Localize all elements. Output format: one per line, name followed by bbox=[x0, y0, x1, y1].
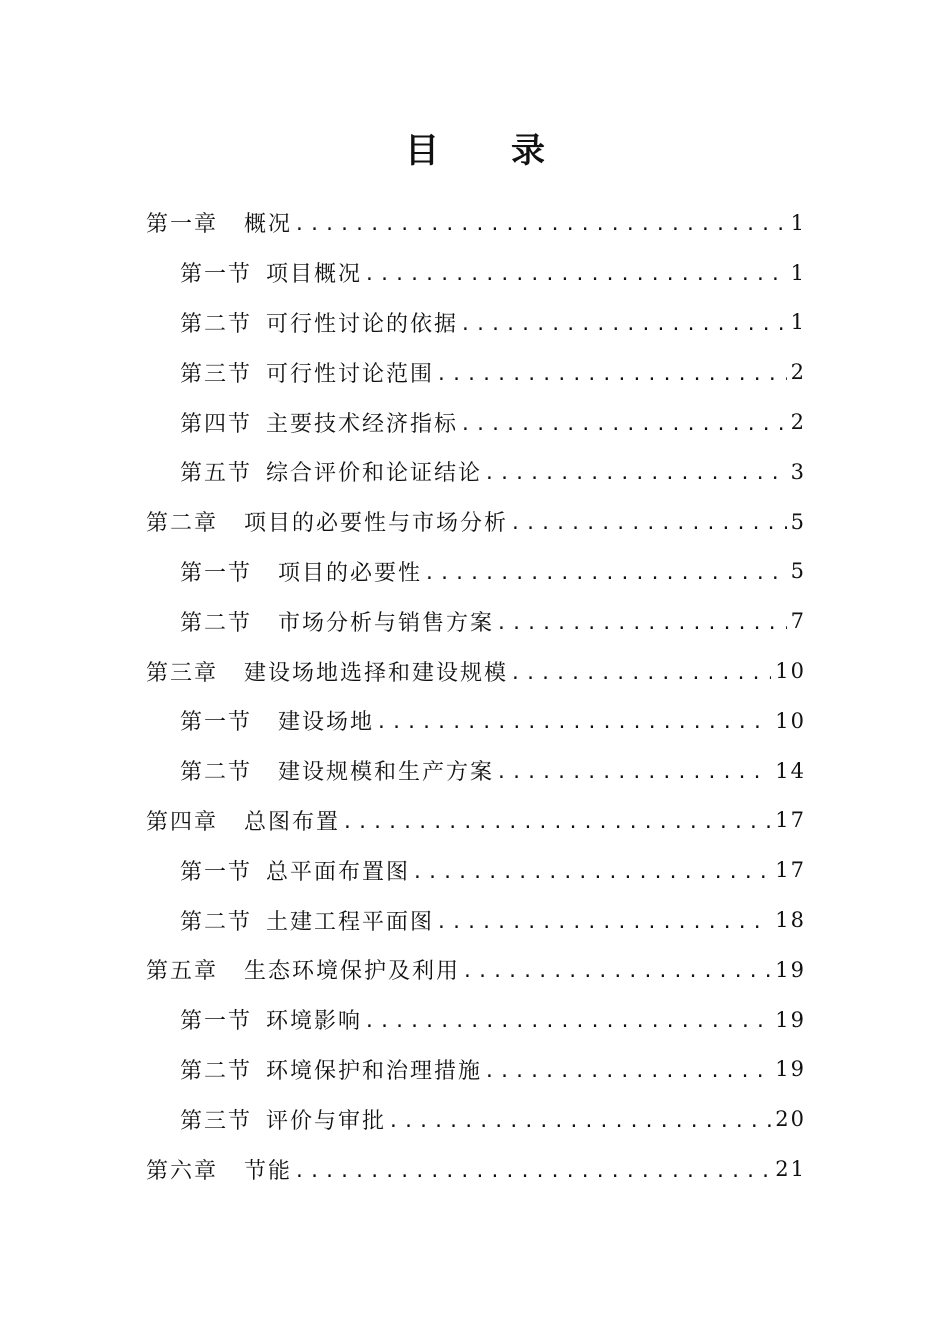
toc-title: 项目的必要性与市场分析 bbox=[244, 511, 509, 537]
toc-title: 总图布置 bbox=[244, 809, 341, 835]
toc-page-number: 10 bbox=[775, 708, 806, 733]
toc-title: 建设场地选择和建设规模 bbox=[244, 660, 509, 686]
toc-section[interactable] bbox=[146, 845, 806, 895]
toc-number: 第二节 bbox=[180, 909, 253, 935]
toc-page-number: 7 bbox=[790, 609, 806, 634]
toc-label bbox=[146, 207, 292, 238]
toc-title: 总平面布置图 bbox=[266, 859, 411, 885]
toc-section[interactable] bbox=[146, 696, 806, 746]
toc-number: 第三节 bbox=[180, 361, 253, 387]
toc-section[interactable] bbox=[146, 298, 806, 348]
toc-leader-dots bbox=[496, 762, 771, 783]
toc-label bbox=[180, 705, 374, 736]
toc-leader-dots bbox=[510, 663, 771, 684]
toc-leader-dots bbox=[460, 314, 787, 335]
toc-leader-dots bbox=[364, 1011, 771, 1032]
toc-title: 可行性讨论的依据 bbox=[266, 311, 459, 337]
toc-label bbox=[180, 556, 422, 587]
toc-title: 建设规模和生产方案 bbox=[278, 760, 495, 786]
toc-chapter-3[interactable] bbox=[146, 646, 806, 696]
toc-page-number: 10 bbox=[775, 659, 806, 684]
toc-label bbox=[146, 656, 508, 687]
toc-title: 建设场地 bbox=[278, 710, 375, 736]
toc-leader-dots bbox=[424, 563, 787, 584]
toc-leader-dots bbox=[484, 1061, 771, 1082]
toc-number: 第二节 bbox=[180, 311, 253, 337]
toc-label bbox=[180, 1054, 482, 1085]
toc-number: 第一节 bbox=[180, 1009, 253, 1035]
toc-number: 第一节 bbox=[180, 262, 253, 288]
toc-number: 第一节 bbox=[180, 710, 253, 736]
toc-label bbox=[146, 805, 340, 836]
toc-page-number: 1 bbox=[790, 310, 806, 335]
toc-section[interactable] bbox=[146, 895, 806, 945]
toc-page-number: 19 bbox=[775, 1057, 806, 1082]
toc-label bbox=[180, 456, 482, 487]
toc-section[interactable] bbox=[146, 1045, 806, 1095]
toc-page-number: 1 bbox=[790, 210, 806, 235]
toc-leader-dots bbox=[364, 264, 787, 285]
toc-title: 环境保护和治理措施 bbox=[266, 1058, 483, 1084]
toc-leader-dots bbox=[294, 214, 787, 235]
toc-label bbox=[180, 1104, 386, 1135]
toc-chapter-2[interactable] bbox=[146, 497, 806, 547]
toc-number: 第二节 bbox=[180, 760, 253, 786]
toc-chapter-5[interactable] bbox=[146, 945, 806, 995]
toc-page-number: 14 bbox=[775, 758, 806, 783]
toc-leader-dots bbox=[436, 912, 771, 933]
toc-page-number: 2 bbox=[790, 410, 806, 435]
toc-page-number: 2 bbox=[790, 360, 806, 385]
toc-label bbox=[180, 307, 458, 338]
page-title bbox=[0, 126, 950, 176]
toc-title: 评价与审批 bbox=[266, 1108, 387, 1134]
toc-leader-dots bbox=[376, 712, 771, 733]
toc-label bbox=[180, 407, 458, 438]
toc-number: 第二节 bbox=[180, 610, 253, 636]
toc-page-number: 18 bbox=[775, 908, 806, 933]
toc-title: 环境影响 bbox=[266, 1009, 363, 1035]
toc-leader-dots bbox=[462, 961, 771, 982]
toc-number: 第三节 bbox=[180, 1108, 253, 1134]
toc-number: 第三章 bbox=[146, 660, 219, 686]
toc-label bbox=[180, 855, 410, 886]
toc-leader-dots bbox=[412, 862, 771, 883]
toc-number: 第二节 bbox=[180, 1058, 253, 1084]
toc-title: 综合评价和论证结论 bbox=[266, 461, 483, 487]
toc-title: 市场分析与销售方案 bbox=[278, 610, 495, 636]
toc-leader-dots bbox=[342, 812, 771, 833]
toc-section[interactable] bbox=[146, 547, 806, 597]
toc-page-number: 1 bbox=[790, 260, 806, 285]
table-of-contents bbox=[146, 198, 806, 1194]
toc-title: 概况 bbox=[244, 212, 293, 238]
page-title-left: 目 bbox=[405, 131, 439, 171]
toc-leader-dots bbox=[484, 463, 787, 484]
toc-section[interactable] bbox=[146, 447, 806, 497]
toc-label bbox=[180, 755, 494, 786]
toc-number: 第五节 bbox=[180, 461, 253, 487]
toc-label bbox=[180, 257, 362, 288]
toc-label bbox=[180, 606, 494, 637]
toc-number: 第四章 bbox=[146, 809, 219, 835]
toc-section[interactable] bbox=[146, 746, 806, 796]
toc-title: 项目的必要性 bbox=[278, 560, 423, 586]
toc-page-number: 17 bbox=[775, 858, 806, 883]
toc-number: 第一节 bbox=[180, 859, 253, 885]
toc-number: 第四节 bbox=[180, 411, 253, 437]
toc-number: 第六章 bbox=[146, 1158, 219, 1184]
toc-title: 节能 bbox=[244, 1158, 293, 1184]
toc-chapter-1[interactable] bbox=[146, 198, 806, 248]
toc-label bbox=[146, 954, 460, 985]
toc-section[interactable] bbox=[146, 347, 806, 397]
toc-page-number: 20 bbox=[775, 1107, 806, 1132]
page-title-right: 录 bbox=[511, 131, 545, 171]
toc-page-number: 19 bbox=[775, 1007, 806, 1032]
toc-page-number: 5 bbox=[790, 509, 806, 534]
toc-chapter-4[interactable] bbox=[146, 796, 806, 846]
toc-title: 可行性讨论范围 bbox=[266, 361, 435, 387]
toc-number: 第二章 bbox=[146, 511, 219, 537]
toc-section[interactable] bbox=[146, 248, 806, 298]
toc-leader-dots bbox=[496, 613, 787, 634]
toc-page-number: 19 bbox=[775, 957, 806, 982]
toc-leader-dots bbox=[510, 513, 787, 534]
toc-leader-dots bbox=[460, 414, 787, 435]
toc-label bbox=[180, 905, 434, 936]
toc-leader-dots bbox=[294, 1161, 771, 1182]
toc-leader-dots bbox=[388, 1111, 771, 1132]
toc-page-number: 3 bbox=[790, 459, 806, 484]
toc-section[interactable] bbox=[146, 596, 806, 646]
toc-number: 第一节 bbox=[180, 560, 253, 586]
toc-page-number: 17 bbox=[775, 808, 806, 833]
toc-page-number: 21 bbox=[775, 1157, 806, 1182]
toc-label bbox=[180, 1004, 362, 1035]
toc-chapter-6[interactable] bbox=[146, 1144, 806, 1194]
toc-title: 生态环境保护及利用 bbox=[244, 959, 461, 985]
toc-title: 土建工程平面图 bbox=[266, 909, 435, 935]
toc-section[interactable] bbox=[146, 1094, 806, 1144]
toc-page-number: 5 bbox=[790, 559, 806, 584]
toc-label bbox=[146, 506, 508, 537]
toc-number: 第五章 bbox=[146, 959, 219, 985]
toc-title: 项目概况 bbox=[266, 262, 363, 288]
toc-title: 主要技术经济指标 bbox=[266, 411, 459, 437]
toc-section[interactable] bbox=[146, 995, 806, 1045]
toc-label bbox=[146, 1154, 292, 1185]
toc-section[interactable] bbox=[146, 397, 806, 447]
toc-number: 第一章 bbox=[146, 212, 219, 238]
toc-leader-dots bbox=[436, 364, 787, 385]
toc-label bbox=[180, 357, 434, 388]
